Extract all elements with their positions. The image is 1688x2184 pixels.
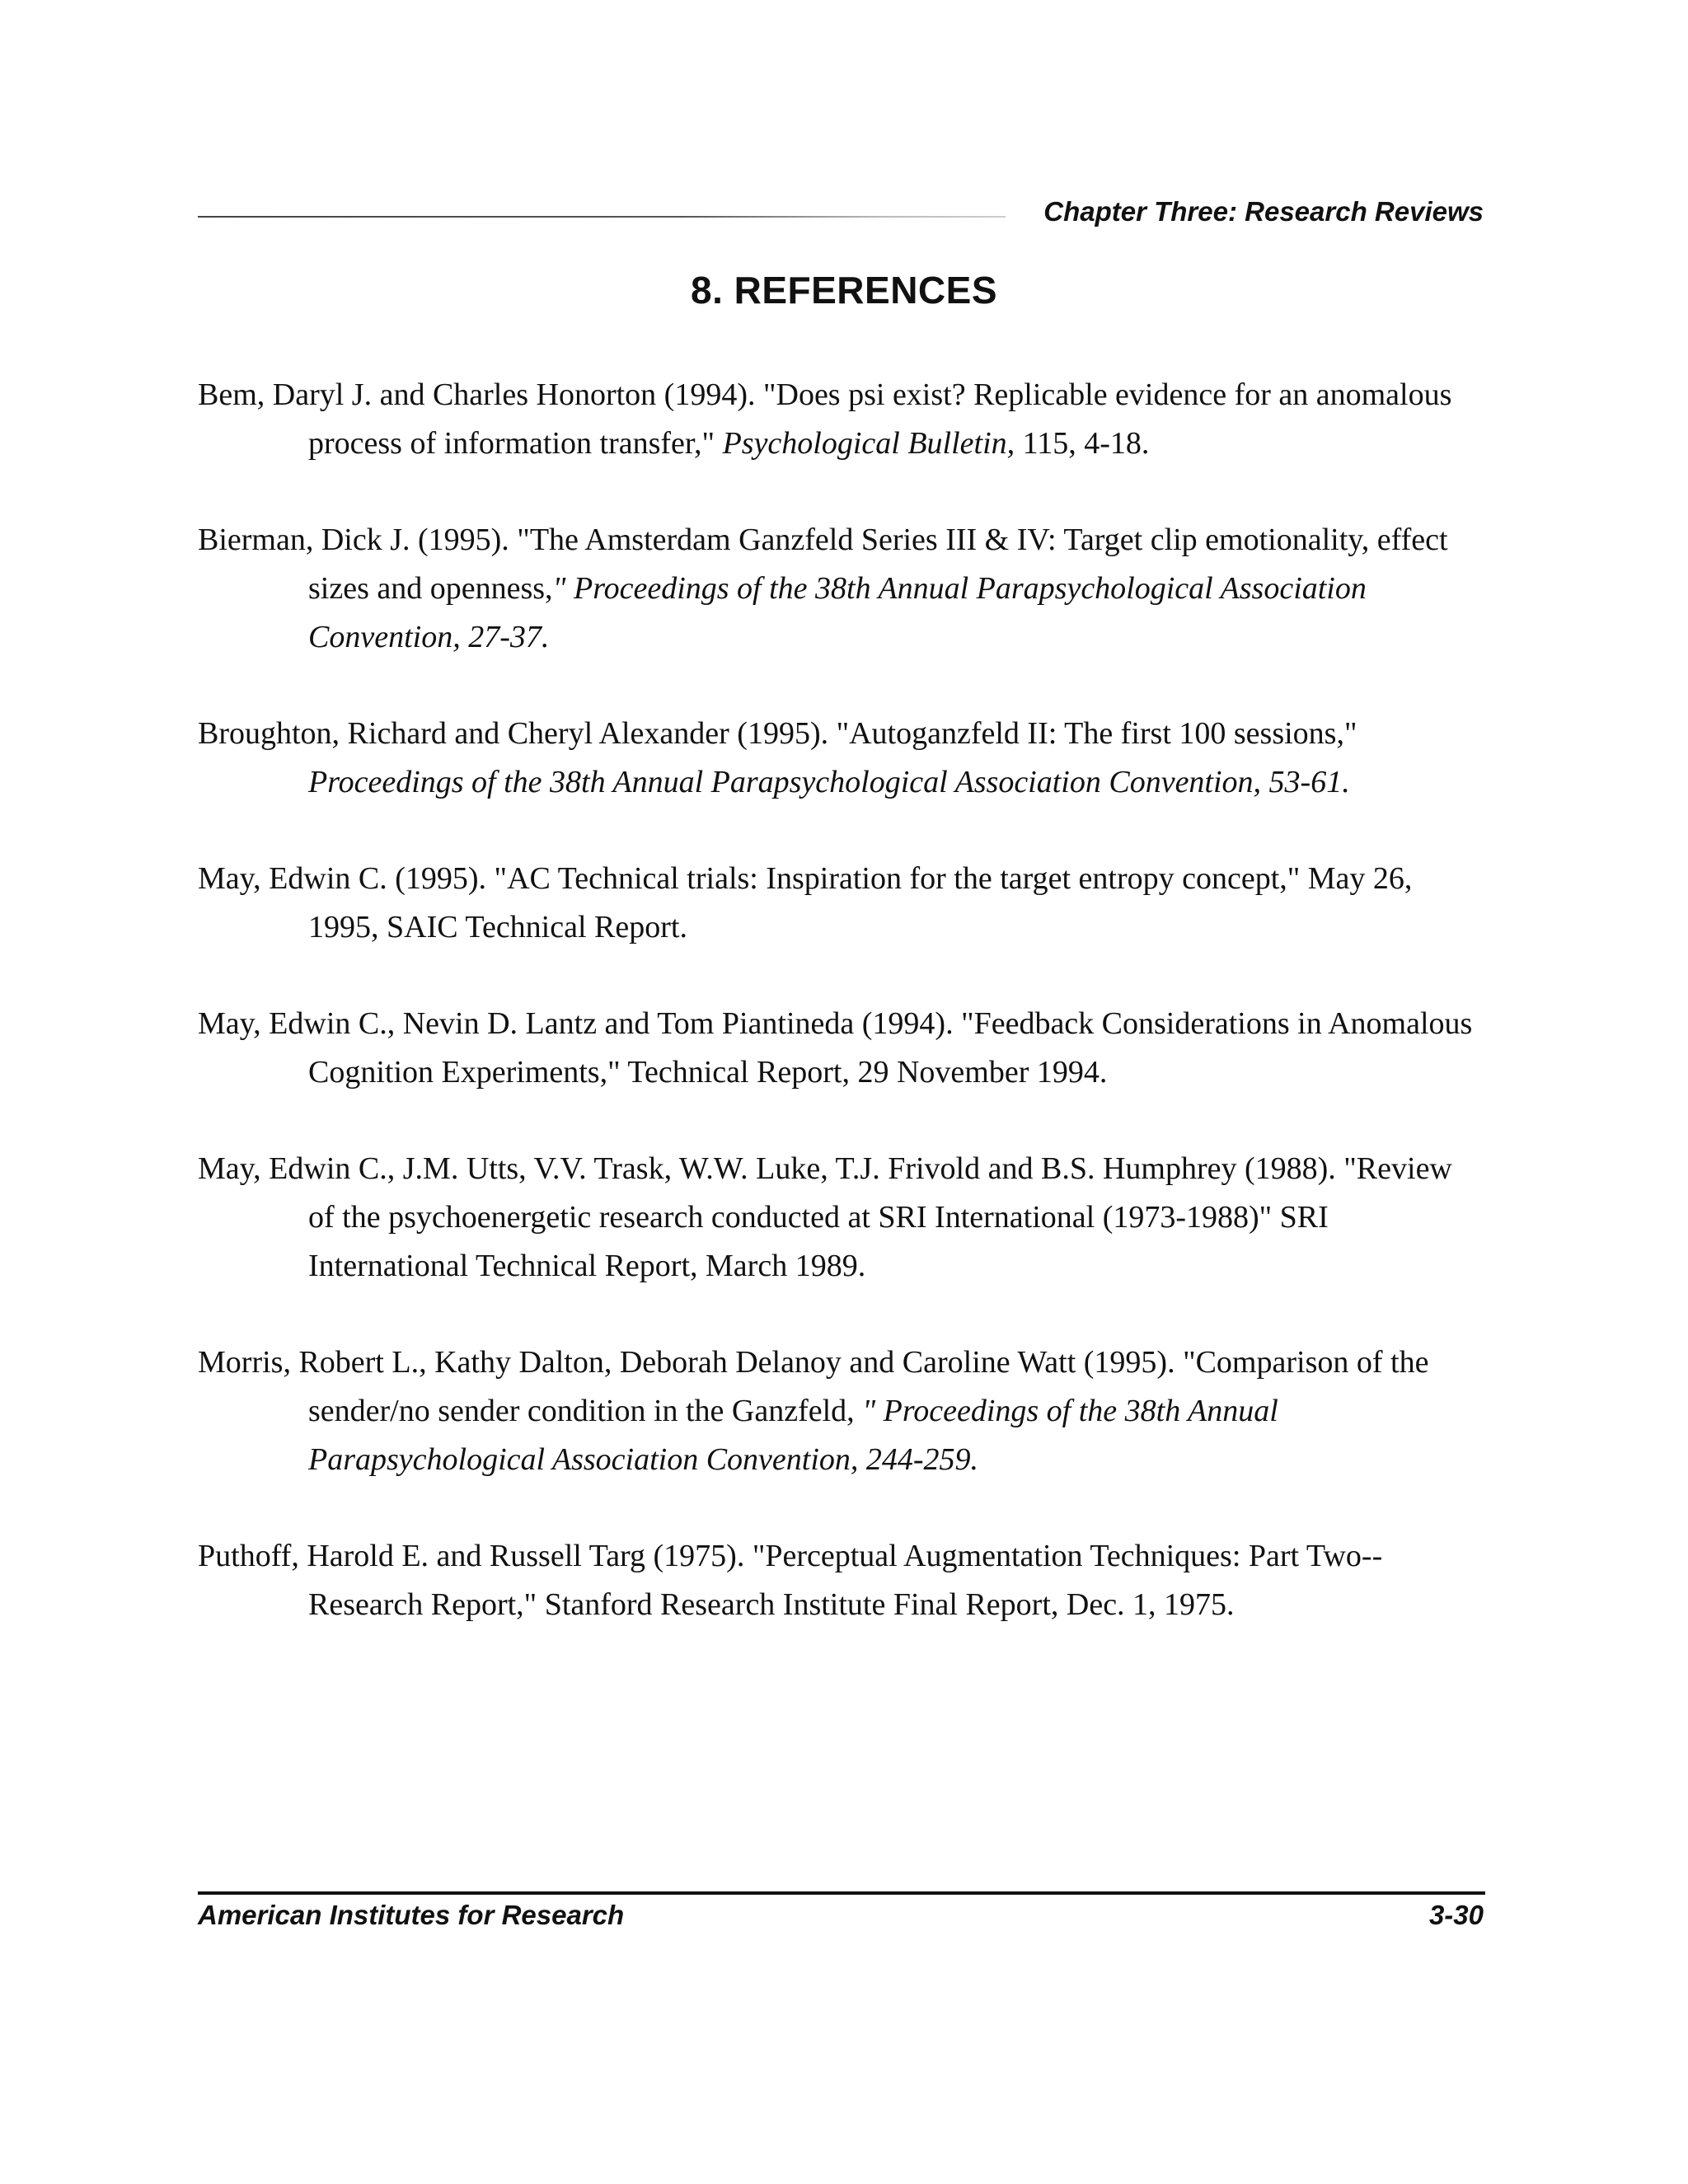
chapter-title: Chapter Three: Research Reviews bbox=[1043, 196, 1484, 227]
header-rule bbox=[198, 216, 1006, 218]
reference-citation-tail: 115, 4-18. bbox=[1015, 426, 1150, 461]
reference-text: May, Edwin C., J.M. Utts, V.V. Trask, W.W. Luke, T.J. Frivold and B.S. Humphrey (1988). "Review of the psychoenergetic research conducted at SRI International (1973-1988)" SRI International Technical Report, March 1989. bbox=[198, 1151, 1452, 1283]
page-number: 3-30 bbox=[1428, 1900, 1484, 1930]
reference-text: Bem, Daryl J. and Charles Honorton (1994). "Does psi exist? Replicable evidence for an anomalous process of information transfer," bbox=[198, 377, 1452, 461]
reference-entry bbox=[198, 855, 1484, 952]
reference-list bbox=[198, 371, 1484, 1677]
section-title: 8. REFERENCES bbox=[690, 269, 998, 312]
reference-publication: Proceedings of the 38th Annual Parapsychological Association Convention, 53-61. bbox=[308, 765, 1350, 799]
reference-text: May, Edwin C., Nevin D. Lantz and Tom Piantineda (1994). "Feedback Considerations in Anomalous Cognition Experiments," Technical Report, 29 November 1994. bbox=[198, 1006, 1473, 1090]
footer-organization: American Institutes for Research bbox=[198, 1900, 625, 1930]
reference-text: Morris, Robert L., Kathy Dalton, Deborah Delanoy and Caroline Watt (1995). "Comparison of the sender/no sender condition in the Ganzfeld, bbox=[198, 1345, 1429, 1428]
reference-text: May, Edwin C. (1995). "AC Technical trials: Inspiration for the target entropy concept," May 26, 1995, SAIC Technical Report. bbox=[198, 861, 1413, 944]
reference-entry bbox=[198, 1145, 1484, 1291]
reference-entry bbox=[198, 371, 1484, 468]
reference-entry bbox=[198, 1532, 1484, 1629]
reference-publication: Psychological Bulletin, bbox=[722, 426, 1015, 461]
reference-publication: " Proceedings of the 38th Annual Parapsychological Association Convention, 27-37. bbox=[308, 571, 1367, 654]
reference-text: Broughton, Richard and Cheryl Alexander (1995). "Autoganzfeld II: The first 100 sessions," bbox=[198, 716, 1357, 751]
reference-publication: " Proceedings of the 38th Annual Parapsychological Association Convention, 244-259. bbox=[308, 1394, 1278, 1477]
reference-entry bbox=[198, 516, 1484, 662]
reference-entry bbox=[198, 710, 1484, 807]
reference-entry bbox=[198, 1000, 1484, 1097]
reference-entry bbox=[198, 1338, 1484, 1484]
footer-rule bbox=[198, 1891, 1485, 1895]
reference-text: Bierman, Dick J. (1995). "The Amsterdam Ganzfeld Series III & IV: Target clip emotionality, effect sizes and openness, bbox=[198, 523, 1448, 606]
reference-text: Puthoff, Harold E. and Russell Targ (1975). "Perceptual Augmentation Techniques: Part Two--Research Report," Stanford Research Institute Final Report, Dec. 1, 1975. bbox=[198, 1539, 1383, 1622]
